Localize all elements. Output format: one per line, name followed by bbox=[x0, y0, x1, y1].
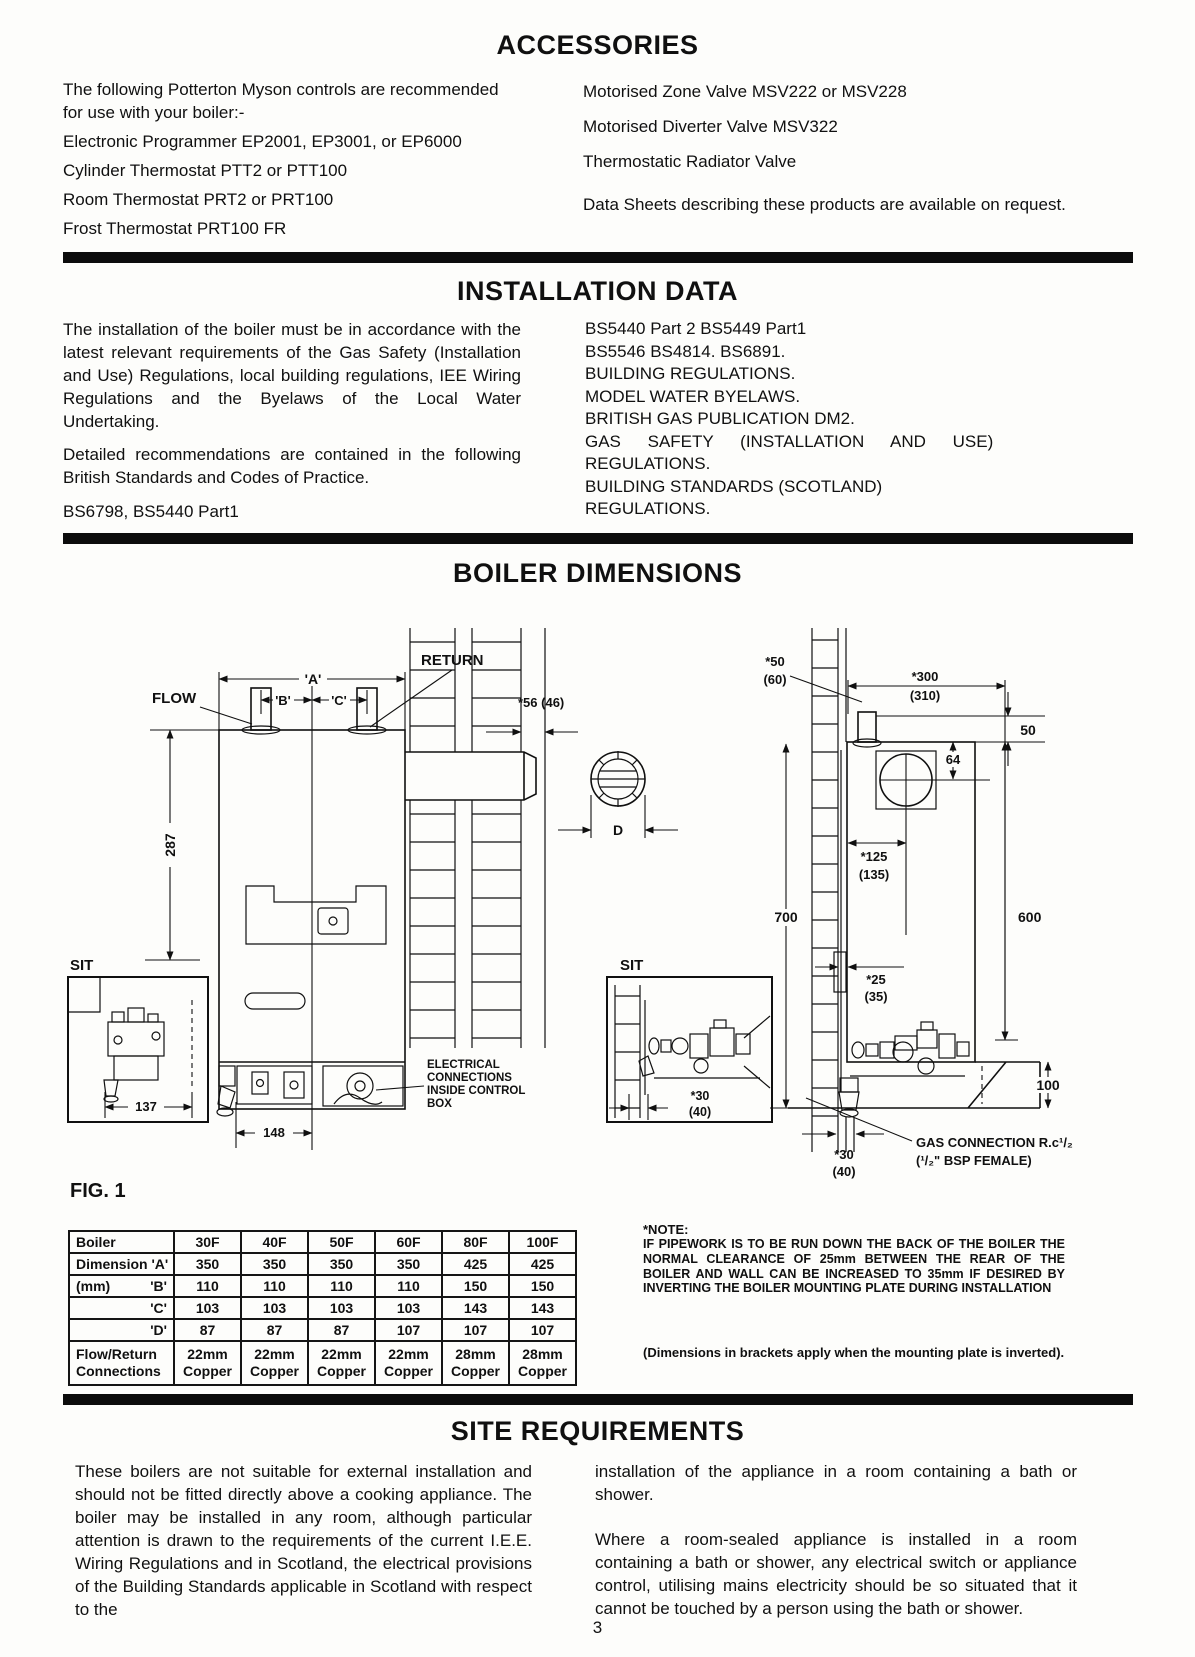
table-cell: 425 bbox=[509, 1253, 576, 1275]
table-header-row bbox=[69, 1231, 576, 1253]
site-right-para-2: Where a room-sealed appliance is installed in a room containing a bath or shower, any electrical switch or appliance control, utilising mains electricity should be so situated that it cannot be touched by a person using the bath or shower. bbox=[595, 1530, 1077, 1618]
accessories-right-column bbox=[583, 80, 1073, 216]
standard-line: BS5546 BS4814. BS6891. bbox=[585, 341, 786, 361]
section-divider bbox=[63, 533, 1133, 544]
table-header-cell: 80F bbox=[442, 1231, 509, 1253]
dim-b-label: 'B' bbox=[275, 693, 291, 708]
accessory-item: Frost Thermostat PRT100 FR bbox=[63, 219, 287, 238]
accessory-item: Cylinder Thermostat PTT2 or PTT100 bbox=[63, 161, 348, 180]
page-number: 3 bbox=[592, 1618, 603, 1637]
table-cell: 350 bbox=[308, 1253, 375, 1275]
site-right-column bbox=[595, 1460, 1077, 1620]
pipework-note bbox=[643, 1222, 1065, 1296]
dim-50-label: 50 bbox=[1020, 722, 1036, 738]
dim-d-label: D bbox=[612, 822, 624, 838]
standard-line: REGULATIONS. bbox=[585, 454, 711, 473]
svg-text:BOX: BOX bbox=[427, 1098, 452, 1110]
table-row bbox=[69, 1253, 576, 1275]
svg-text:ELECTRICAL: ELECTRICAL bbox=[427, 1059, 500, 1071]
boiler-dimensions-title: BOILER DIMENSIONS bbox=[452, 558, 743, 588]
table-row bbox=[69, 1341, 576, 1385]
section-divider bbox=[63, 252, 1133, 263]
table-cell: 143 bbox=[442, 1297, 509, 1319]
table-row bbox=[69, 1319, 576, 1341]
accessory-item: Motorised Diverter Valve MSV322 bbox=[583, 117, 838, 136]
installation-para-1: The installation of the boiler must be in accordance with the latest relevant requirements of the Gas Safety (Installation and Use) Regulations, local building regulations, IEE Wiring Regulations and the Byelaws of the Local Water Undertaking. bbox=[63, 320, 521, 431]
boiler-side-outline bbox=[847, 742, 975, 1062]
table-cell: 150 bbox=[509, 1275, 576, 1297]
sit-label: SIT bbox=[620, 957, 644, 974]
svg-text:(40): (40) bbox=[688, 1105, 712, 1119]
gas-valve-side bbox=[839, 1022, 969, 1152]
table-row bbox=[69, 1297, 576, 1319]
accessories-title: ACCESSORIES bbox=[496, 30, 699, 60]
data-sheets-note: Data Sheets describing these products are available on request. bbox=[583, 195, 1066, 214]
table-cell: 107 bbox=[442, 1319, 509, 1341]
svg-text:(35): (35) bbox=[864, 989, 888, 1004]
table-cell: 87 bbox=[308, 1319, 375, 1341]
row-label-cell: (mm) 'B' bbox=[69, 1275, 174, 1297]
flow-label: FLOW bbox=[152, 690, 197, 707]
table-header-cell: 100F bbox=[509, 1231, 576, 1253]
table-header-cell: 40F bbox=[241, 1231, 308, 1253]
table-cell: 22mm Copper bbox=[308, 1341, 375, 1385]
svg-text:(40): (40) bbox=[832, 1164, 856, 1179]
svg-text:(¹/₂" BSP FEMALE): (¹/₂" BSP FEMALE) bbox=[916, 1153, 1032, 1168]
standard-line: MODEL WATER BYELAWS. bbox=[585, 386, 801, 406]
table-cell: 110 bbox=[241, 1275, 308, 1297]
table-cell: 103 bbox=[375, 1297, 442, 1319]
accessory-item: Thermostatic Radiator Valve bbox=[583, 152, 797, 171]
front-view-diagram bbox=[68, 628, 678, 1150]
section-divider bbox=[63, 1394, 1133, 1405]
site-left-column: These boilers are not suitable for external installation and should not be fitted directly above a cooking appliance. The boiler may be installed in any room, although particular attention is drawn to the requirements of the current I.E.E. Wiring Regulations and in Scotland, the electrical provisions of the Building Standards applicable in Scotland with respect to the bbox=[75, 1462, 532, 1619]
table-header-cell: 60F bbox=[375, 1231, 442, 1253]
accessory-item: Room Thermostat PRT2 or PRT100 bbox=[63, 190, 334, 209]
table-header-cell: 50F bbox=[308, 1231, 375, 1253]
sit-inset-front bbox=[68, 957, 208, 1122]
sit-inset-side bbox=[607, 957, 772, 1122]
cable-grommet bbox=[347, 1073, 373, 1099]
table-cell: 350 bbox=[174, 1253, 241, 1275]
installation-data-title: INSTALLATION DATA bbox=[457, 276, 738, 306]
table-cell: 143 bbox=[509, 1297, 576, 1319]
sit-label: SIT bbox=[70, 957, 94, 974]
standard-line: GAS SAFETY (INSTALLATION AND USE) bbox=[585, 431, 994, 451]
note-title: *NOTE: bbox=[643, 1222, 689, 1237]
side-view-diagram bbox=[607, 628, 1073, 1179]
dim-700-label: 700 bbox=[774, 909, 798, 925]
table-header-cell: 30F bbox=[174, 1231, 241, 1253]
standard-line: REGULATIONS. bbox=[585, 499, 711, 518]
note-brackets: (Dimensions in brackets apply when the mounting plate is inverted). bbox=[643, 1345, 1065, 1360]
accessory-item: Motorised Zone Valve MSV222 or MSV228 bbox=[583, 82, 907, 101]
dim-50-60-label: *50 bbox=[765, 654, 785, 669]
table-cell: 103 bbox=[241, 1297, 308, 1319]
table-cell: 107 bbox=[375, 1319, 442, 1341]
dim-30-label: *30 bbox=[834, 1147, 854, 1162]
svg-text:GAS CONNECTION R.c¹/₂: GAS CONNECTION R.c¹/₂ bbox=[916, 1135, 1073, 1150]
table-cell: 103 bbox=[308, 1297, 375, 1319]
site-right-para-1: installation of the appliance in a room containing a bath or shower. bbox=[595, 1462, 1077, 1504]
return-label: RETURN bbox=[421, 652, 484, 669]
installation-para-2: Detailed recommendations are contained in the following British Standards and Codes of Practice. bbox=[63, 445, 521, 487]
standard-line: BRITISH GAS PUBLICATION DM2. bbox=[585, 409, 855, 428]
site-requirements-title: SITE REQUIREMENTS bbox=[450, 1416, 745, 1446]
table-cell: 87 bbox=[174, 1319, 241, 1341]
installation-left-column bbox=[63, 318, 521, 523]
table-cell: 110 bbox=[308, 1275, 375, 1297]
accessory-item: Electronic Programmer EP2001, EP3001, or EP6000 bbox=[63, 132, 462, 151]
dim-25-label: *25 bbox=[866, 972, 886, 987]
table-cell: 22mm Copper bbox=[174, 1341, 241, 1385]
row-label-cell: 'C' bbox=[69, 1297, 174, 1319]
dim-148-label: 148 bbox=[263, 1125, 285, 1140]
dim-310-label: (310) bbox=[909, 688, 941, 703]
table-cell: 350 bbox=[241, 1253, 308, 1275]
dim-100-label: 100 bbox=[1036, 1077, 1060, 1093]
table-cell: 110 bbox=[375, 1275, 442, 1297]
svg-text:CONNECTIONS: CONNECTIONS bbox=[427, 1072, 512, 1084]
row-label-cell: Dimension 'A' bbox=[69, 1253, 174, 1275]
dimensions-table bbox=[68, 1230, 577, 1386]
table-header-cell: Boiler bbox=[69, 1231, 174, 1253]
table-cell: 110 bbox=[174, 1275, 241, 1297]
note-body: IF PIPEWORK IS TO BE RUN DOWN THE BACK OF THE BOILER THE NORMAL CLEARANCE OF 25mm BETWEEN THE REAR OF THE BOILER AND WALL CAN BE INCREASED TO 35mm IF DESIRED BY INVERTING THE BOILER MOUNTING PLATE DURING INSTALLATION bbox=[643, 1237, 1065, 1296]
dim-287-label: 287 bbox=[162, 833, 178, 857]
installation-standards-list bbox=[585, 318, 1073, 521]
sit-dim-30-label: *30 bbox=[690, 1089, 710, 1103]
row-label-cell: 'D' bbox=[69, 1319, 174, 1341]
standard-line: BS5440 Part 2 BS5449 Part1 bbox=[585, 319, 807, 338]
flue-spigot-section bbox=[591, 751, 645, 807]
accessories-left-column bbox=[63, 78, 515, 240]
standard-line: BUILDING STANDARDS (SCOTLAND) bbox=[585, 476, 883, 496]
table-cell: 103 bbox=[174, 1297, 241, 1319]
figure-label: FIG. 1 bbox=[70, 1180, 126, 1202]
boiler-dimensions-figure bbox=[55, 600, 1160, 1185]
row-label-cell: Flow/Return Connections bbox=[69, 1341, 174, 1385]
standard-line: BUILDING REGULATIONS. bbox=[585, 364, 796, 383]
table-cell: 22mm Copper bbox=[241, 1341, 308, 1385]
dim-c-label: 'C' bbox=[331, 693, 347, 708]
table-cell: 28mm Copper bbox=[509, 1341, 576, 1385]
table-cell: 22mm Copper bbox=[375, 1341, 442, 1385]
dim-600-label: 600 bbox=[1018, 909, 1042, 925]
dim-137-label: 137 bbox=[135, 1099, 157, 1114]
table-cell: 425 bbox=[442, 1253, 509, 1275]
svg-text:(135): (135) bbox=[858, 867, 890, 882]
dim-56-label: *56 (46) bbox=[518, 695, 565, 710]
installation-para-3: BS6798, BS5440 Part1 bbox=[63, 502, 239, 521]
electrical-connections-callout bbox=[376, 1059, 525, 1110]
dim-64-label: 64 bbox=[945, 752, 961, 767]
dim-125-label: *125 bbox=[860, 849, 888, 864]
table-cell: 28mm Copper bbox=[442, 1341, 509, 1385]
table-row bbox=[69, 1275, 576, 1297]
svg-text:(60): (60) bbox=[763, 672, 787, 687]
dim-300-label: *300 bbox=[911, 669, 939, 684]
table-cell: 350 bbox=[375, 1253, 442, 1275]
dim-a-label: 'A' bbox=[304, 671, 322, 687]
table-cell: 87 bbox=[241, 1319, 308, 1341]
flue-duct bbox=[405, 752, 536, 800]
table-cell: 107 bbox=[509, 1319, 576, 1341]
svg-text:INSIDE CONTROL: INSIDE CONTROL bbox=[427, 1085, 526, 1097]
table-cell: 150 bbox=[442, 1275, 509, 1297]
accessories-intro: The following Potterton Myson controls are recommended for use with your boiler:- bbox=[63, 80, 499, 122]
